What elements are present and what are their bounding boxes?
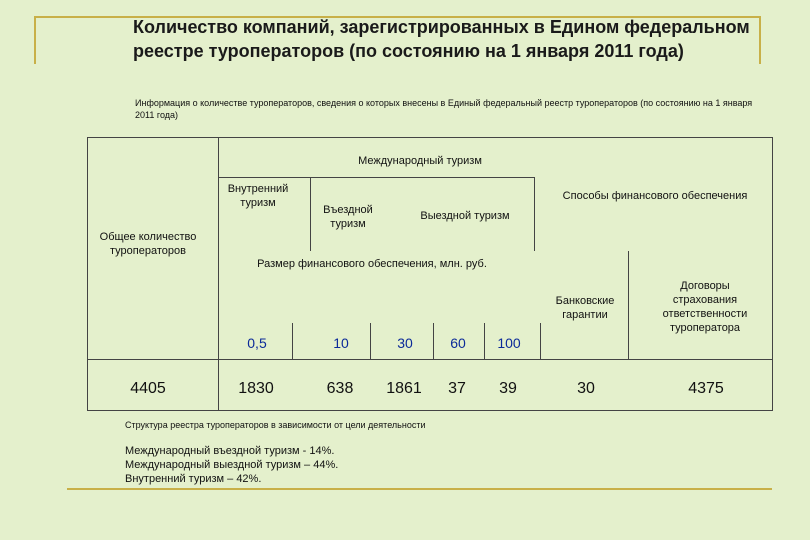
header-outbound: Выездной туризм <box>420 210 510 222</box>
grid-line-v3 <box>534 177 535 251</box>
value-bank: 30 <box>577 380 595 397</box>
header-finance-size: Размер финансового обеспечения, млн. руб. <box>257 258 487 270</box>
grid-line-v9 <box>540 323 541 359</box>
value-insurance: 4375 <box>688 380 724 397</box>
decor-left-bar <box>34 16 36 64</box>
info-text: Информация о количестве туроператоров, сведения о которых внесены в Единый федеральный реестр туроператоров (по состоянию на 1 января 2011 года) <box>135 98 753 120</box>
structure-line: Внутренний туризм – 42%. <box>125 473 262 485</box>
value-cell: 1861 <box>386 380 422 397</box>
decor-bottom-line <box>67 488 772 490</box>
grid-line-v1 <box>218 137 219 411</box>
header-total: Общее количество туроператоров <box>99 231 197 257</box>
slide-title: Количество компаний, зарегистрированных в Едином федеральном реестре туроператоров (по состоянию на 1 января 2011 года) <box>133 17 750 61</box>
structure-list <box>125 444 338 486</box>
header-finance-methods: Способы финансового обеспечения <box>562 190 748 202</box>
structure-line: Международный въездной туризм - 14%. <box>125 445 335 457</box>
value-total: 4405 <box>130 380 166 397</box>
header-international: Международный туризм <box>358 155 482 167</box>
header-inbound: Въездной туризм <box>323 204 373 230</box>
grid-line-v4 <box>628 251 629 359</box>
structure-title: Структура реестра туроператоров в зависимости от цели деятельности <box>125 420 426 430</box>
amount-label: 30 <box>397 335 413 351</box>
value-cell: 1830 <box>238 380 274 397</box>
grid-line-h2 <box>87 359 773 360</box>
amount-label: 10 <box>333 335 349 351</box>
header-insurance: Договоры страхования ответственности туроператора <box>662 280 748 334</box>
grid-line-v6 <box>370 323 371 359</box>
value-cell: 39 <box>499 380 517 397</box>
header-bank: Банковские гарантии <box>555 295 615 321</box>
amount-label: 0,5 <box>247 335 267 351</box>
grid-line-v5 <box>292 323 293 359</box>
structure-line: Международный выездной туризм – 44%. <box>125 459 339 471</box>
grid-line-h1 <box>218 177 534 178</box>
amount-label: 60 <box>450 335 466 351</box>
header-domestic: Внутренний туризм <box>227 183 289 209</box>
value-cell: 37 <box>448 380 466 397</box>
grid-line-v2 <box>310 177 311 251</box>
registry-table <box>87 137 773 411</box>
value-cell: 638 <box>326 380 354 397</box>
amount-label: 100 <box>497 335 521 351</box>
